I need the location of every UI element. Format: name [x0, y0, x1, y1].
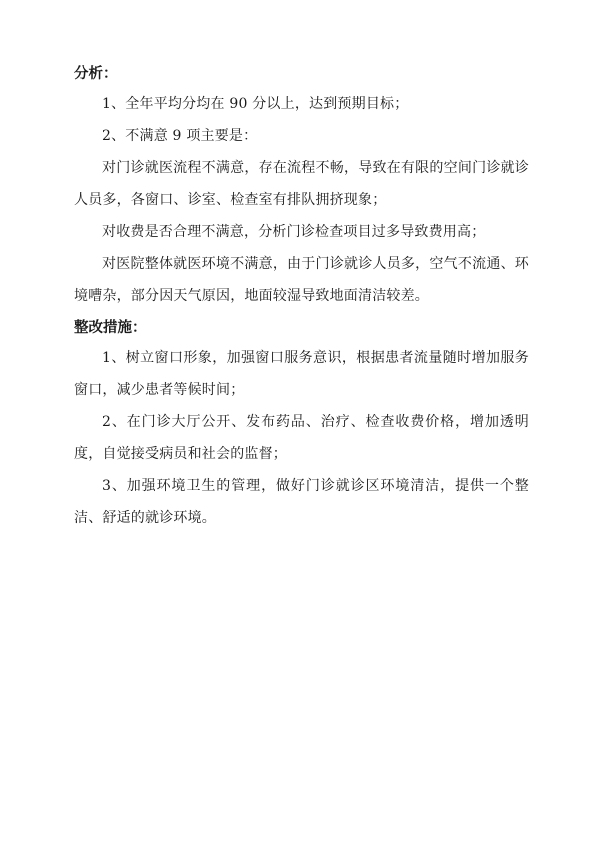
analysis-detail-fees: 对收费是否合理不满意，分析门诊检查项目过多导致费用高； [102, 224, 486, 240]
analysis-detail-environment: 对医院整体就医环境不满意，由于门诊就诊人员多，空气不流通、环境嘈杂，部分因天气原因，地面较湿导致地面清洁较差。 [74, 256, 529, 304]
analysis-detail-process: 对门诊就医流程不满意，存在流程不畅，导致在有限的空间门诊就诊人员多，各窗口、诊室、检查室有排队拥挤现象； [74, 160, 529, 208]
measures-item-1: 1、树立窗口形象，加强窗口服务意识，根据患者流量随时增加服务窗口，减少患者等候时间； [74, 350, 529, 398]
analysis-item-1: 1、全年平均分均在 90 分以上，达到预期目标； [102, 96, 409, 112]
measures-heading: 整改措施： [74, 319, 147, 336]
measures-item-2: 2、在门诊大厅公开、发布药品、治疗、检查收费价格，增加透明度，自觉接受病员和社会的监督； [74, 414, 529, 462]
measures-item-3: 3、加强环境卫生的管理，做好门诊就诊区环境清洁，提供一个整洁、舒适的就诊环境。 [74, 478, 529, 526]
analysis-item-2: 2、不满意 9 项主要是： [102, 128, 258, 144]
analysis-heading: 分析： [74, 65, 118, 82]
